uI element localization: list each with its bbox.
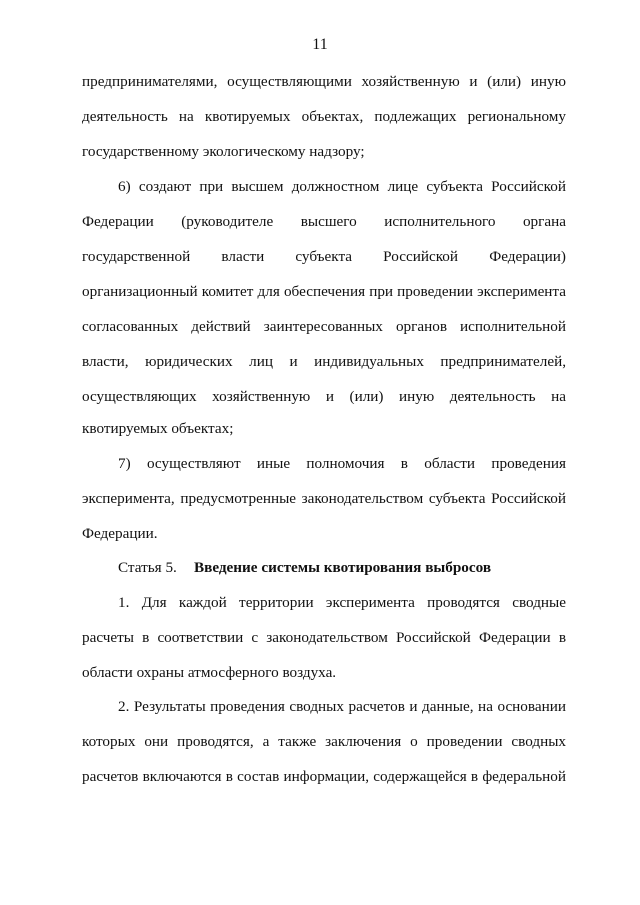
text-line: власти, юридических лиц и индивидуальных предпринимателей, bbox=[82, 353, 566, 370]
text-line: осуществляющих хозяйственную и (или) иную деятельность на bbox=[82, 388, 566, 405]
text-line: Федерации. bbox=[82, 525, 158, 542]
text-line: эксперимента, предусмотренные законодательством субъекта Российской bbox=[82, 490, 566, 507]
article-heading bbox=[118, 558, 491, 578]
article-title: Введение системы квотирования выбросов bbox=[194, 559, 492, 576]
article-label: Статья 5. bbox=[118, 559, 177, 576]
text-line: расчетов включаются в состав информации, содержащейся в федеральной bbox=[82, 768, 566, 785]
text-line: области охраны атмосферного воздуха. bbox=[82, 664, 337, 681]
text-line: государственной власти субъекта Российской Федерации) bbox=[82, 248, 566, 265]
text-line: организационный комитет для обеспечения при проведении эксперимента bbox=[82, 283, 566, 300]
text-line: 2. Результаты проведения сводных расчетов и данные, на основании bbox=[118, 698, 566, 715]
text-line: Федерации (руководителе высшего исполнительного органа bbox=[82, 213, 566, 230]
text-line: предпринимателями, осуществляющими хозяйственную и (или) иную bbox=[82, 73, 566, 90]
text-line: 7) осуществляют иные полномочия в области проведения bbox=[118, 455, 566, 472]
page-number: 11 bbox=[312, 36, 328, 53]
text-line: квотируемых объектах; bbox=[82, 420, 234, 437]
text-line: государственному экологическому надзору; bbox=[82, 143, 365, 160]
text-line: расчеты в соответствии с законодательством Российской Федерации в bbox=[82, 629, 566, 646]
text-line: согласованных действий заинтересованных органов исполнительной bbox=[82, 318, 566, 335]
text-line: деятельность на квотируемых объектах, подлежащих региональному bbox=[82, 108, 566, 125]
text-line: 6) создают при высшем должностном лице субъекта Российской bbox=[118, 178, 566, 195]
text-line: 1. Для каждой территории эксперимента проводятся сводные bbox=[118, 594, 566, 611]
text-line: которых они проводятся, а также заключения о проведении сводных bbox=[82, 733, 566, 750]
